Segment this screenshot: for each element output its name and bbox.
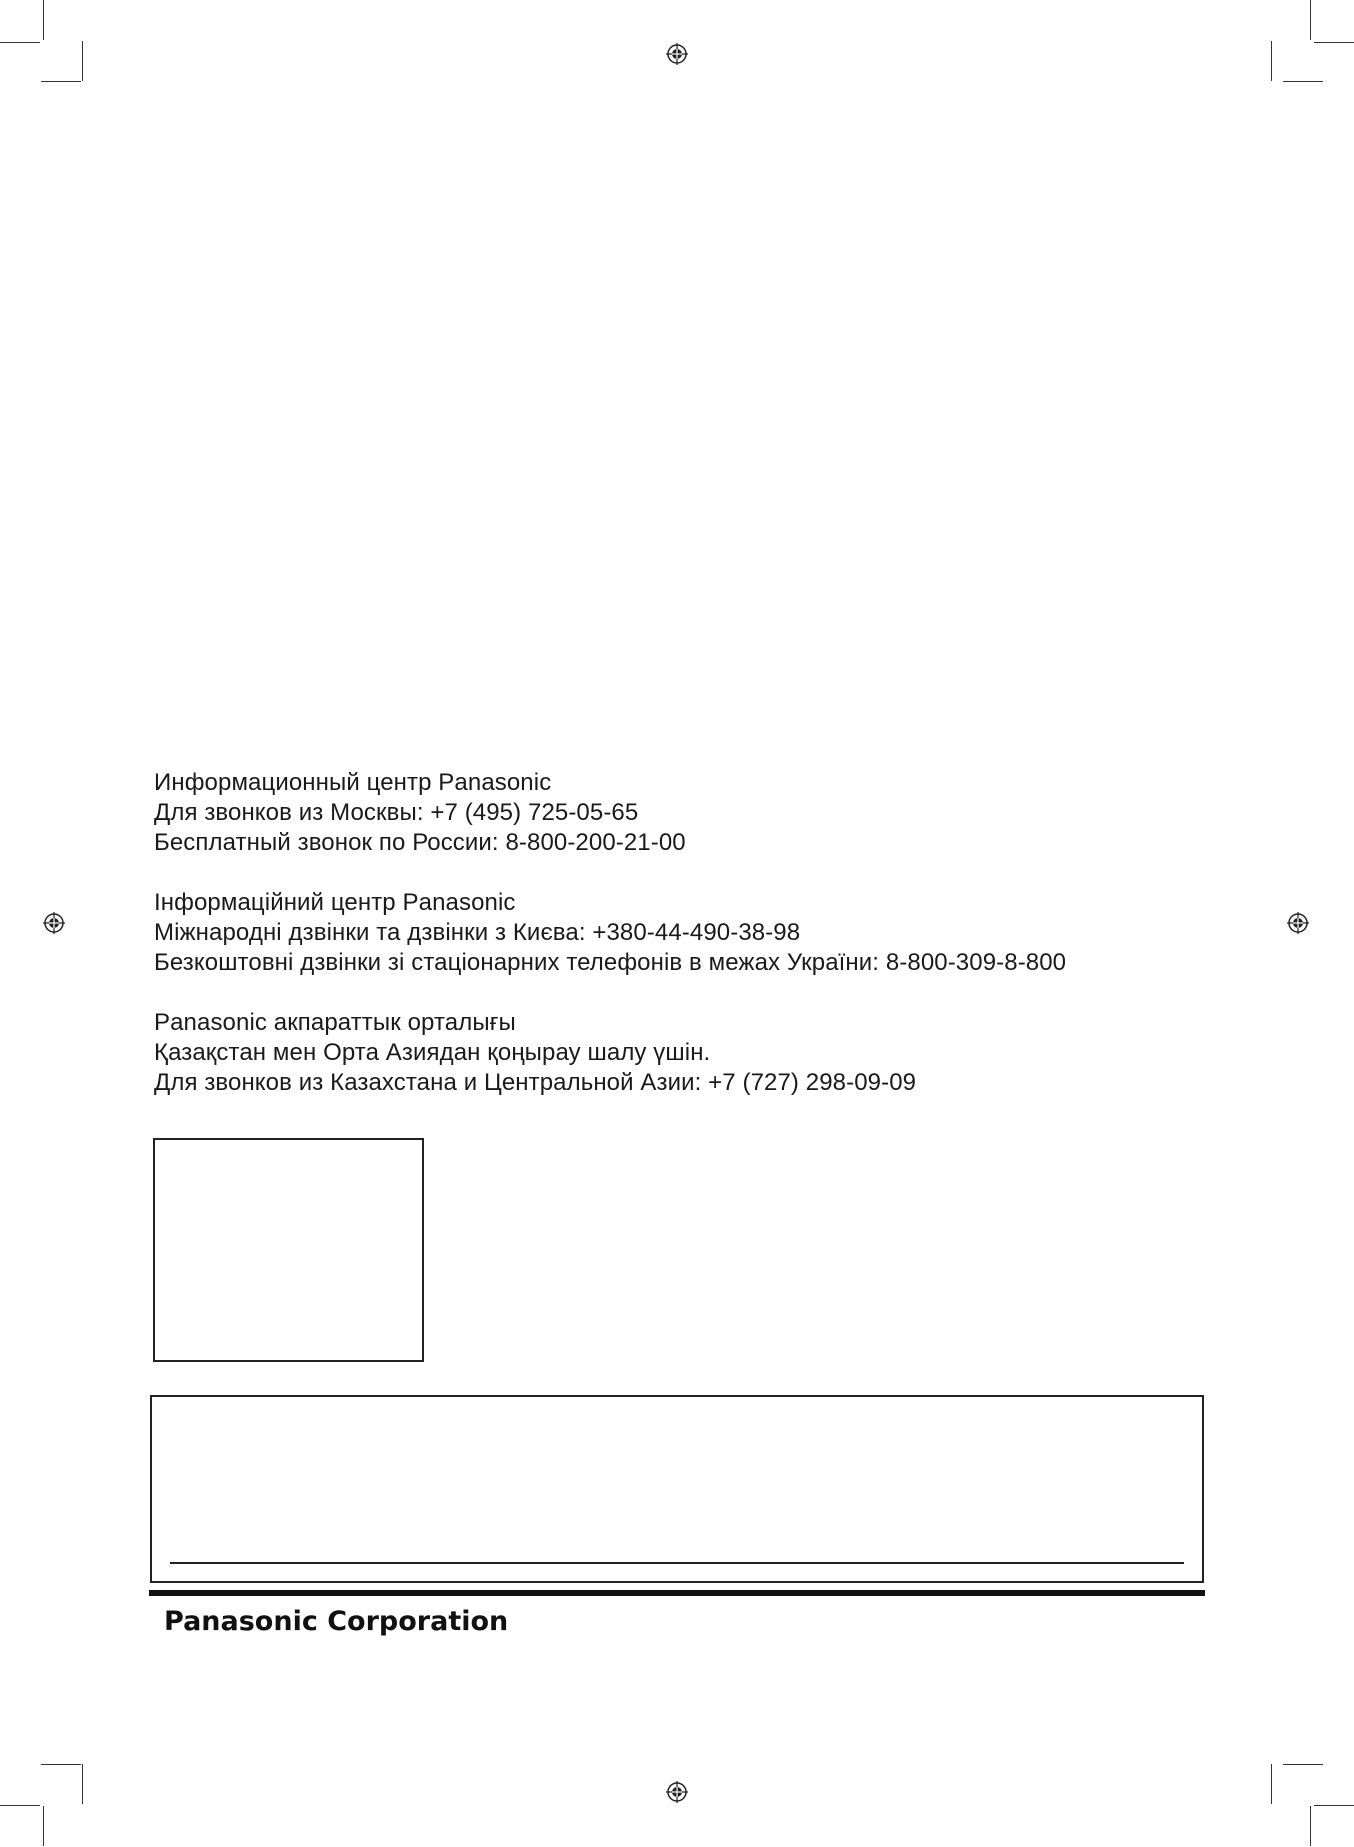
crop-mark (1271, 1764, 1272, 1804)
registration-mark-icon (666, 1781, 688, 1803)
crop-mark (1310, 0, 1311, 40)
crop-mark (43, 1806, 44, 1846)
divider (170, 1562, 1184, 1564)
registration-mark-icon (43, 912, 65, 934)
contact-line: Інформаційний центр Panasonic (154, 889, 516, 916)
crop-mark (43, 0, 44, 40)
contact-line: Для звонков из Москвы: +7 (495) 725-05-65 (154, 799, 639, 826)
contact-line: Для звонков из Казахстана и Центральной Азии: +7 (727) 298-09-09 (154, 1069, 917, 1096)
registration-mark-icon (666, 43, 688, 65)
crop-mark (1314, 42, 1354, 43)
crop-mark (82, 1764, 83, 1804)
contact-block-kazakhstan (154, 1008, 1204, 1098)
blank-info-box (150, 1395, 1204, 1583)
contact-block-ukraine (154, 888, 1204, 978)
crop-mark (41, 81, 81, 82)
contact-line: Panasonic акпараттык орталығы (154, 1009, 516, 1036)
contact-info (154, 768, 1204, 1128)
crop-mark (1314, 1805, 1354, 1806)
crop-mark (1271, 41, 1272, 81)
contact-block-russia (154, 768, 1204, 858)
crop-mark (41, 1764, 81, 1765)
registration-mark-icon (1287, 912, 1309, 934)
crop-mark (0, 1805, 40, 1806)
contact-line: Бесплатный звонок по России: 8-800-200-21-00 (154, 829, 686, 856)
contact-line: Безкоштовні дзвінки зі стаціонарних телефонів в межах України: 8-800-309-8-800 (154, 949, 1067, 976)
contact-line: Қазақстан мен Орта Азиядан қоңырау шалу үшін. (154, 1039, 711, 1066)
crop-mark (1283, 81, 1323, 82)
crop-mark (1283, 1764, 1323, 1765)
crop-mark (82, 41, 83, 81)
blank-stamp-box (153, 1138, 424, 1362)
contact-line: Міжнародні дзвінки та дзвінки з Києва: +380-44-490-38-98 (154, 919, 801, 946)
company-name: Panasonic Corporation (164, 1606, 509, 1637)
divider (149, 1590, 1205, 1596)
contact-line: Информационный центр Panasonic (154, 769, 552, 796)
crop-mark (0, 42, 40, 43)
crop-mark (1310, 1806, 1311, 1846)
